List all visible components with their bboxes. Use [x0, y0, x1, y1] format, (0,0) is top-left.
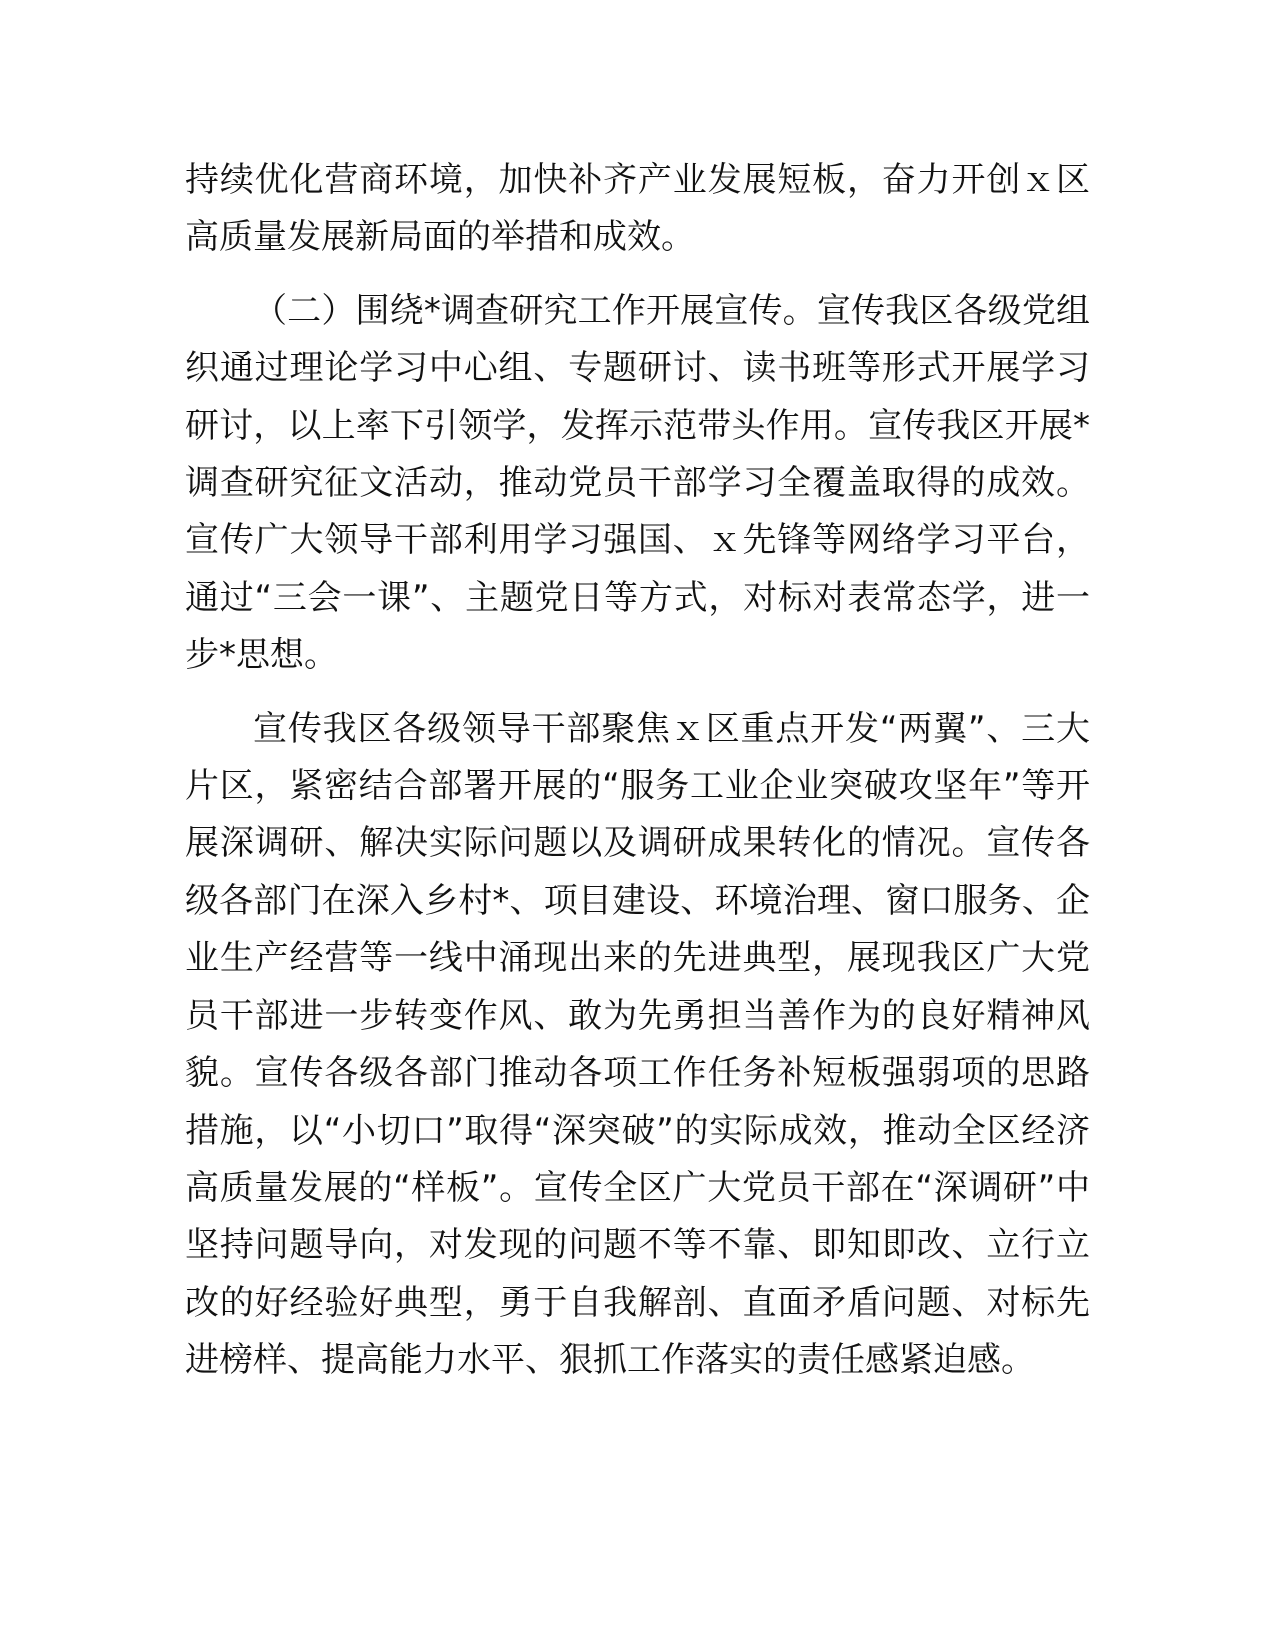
paragraph-gap [185, 685, 1090, 701]
paragraph-section-two: （二）围绕*调查研究工作开展宣传。宣传我区各级党组织通过理论学习中心组、专题研讨、读书班等形式开展学习研讨，以上率下引领学，发挥示范带头作用。宣传我区开展*调查研究征文活动，推动党员干部学习全覆盖取得的成效。宣传广大领导干部利用学习强国、ｘ先锋等网络学习平台，通过“三会一课”、主题党日等方式，对标对表常态学，进一步*思想。 [185, 290, 1090, 676]
document-body [185, 152, 1090, 1390]
paragraph-gap [185, 267, 1090, 283]
paragraph-leaders-research: 宣传我区各级领导干部聚焦ｘ区重点开发“两翼”、三大片区，紧密结合部署开展的“服务工业企业突破攻坚年”等开展深调研、解决实际问题以及调研成果转化的情况。宣传各级各部门在深入乡村*、项目建设、环境治理、窗口服务、企业生产经营等一线中涌现出来的先进典型，展现我区广大党员干部进一步转变作风、敢为先勇担当善作为的良好精神风貌。宣传各级各部门推动各项工作任务补短板强弱项的思路措施，以“小切口”取得“深突破”的实际成效，推动全区经济高质量发展的“样板”。宣传全区广大党员干部在“深调研”中坚持问题导向，对发现的问题不等不靠、即知即改、立行立改的好经验好典型，勇于自我解剖、直面矛盾问题、对标先进榜样、提高能力水平、狠抓工作落实的责任感紧迫感。 [185, 708, 1090, 1381]
paragraph-continuation: 持续优化营商环境，加快补齐产业发展短板，奋力开创ｘ区高质量发展新局面的举措和成效。 [185, 160, 1090, 258]
